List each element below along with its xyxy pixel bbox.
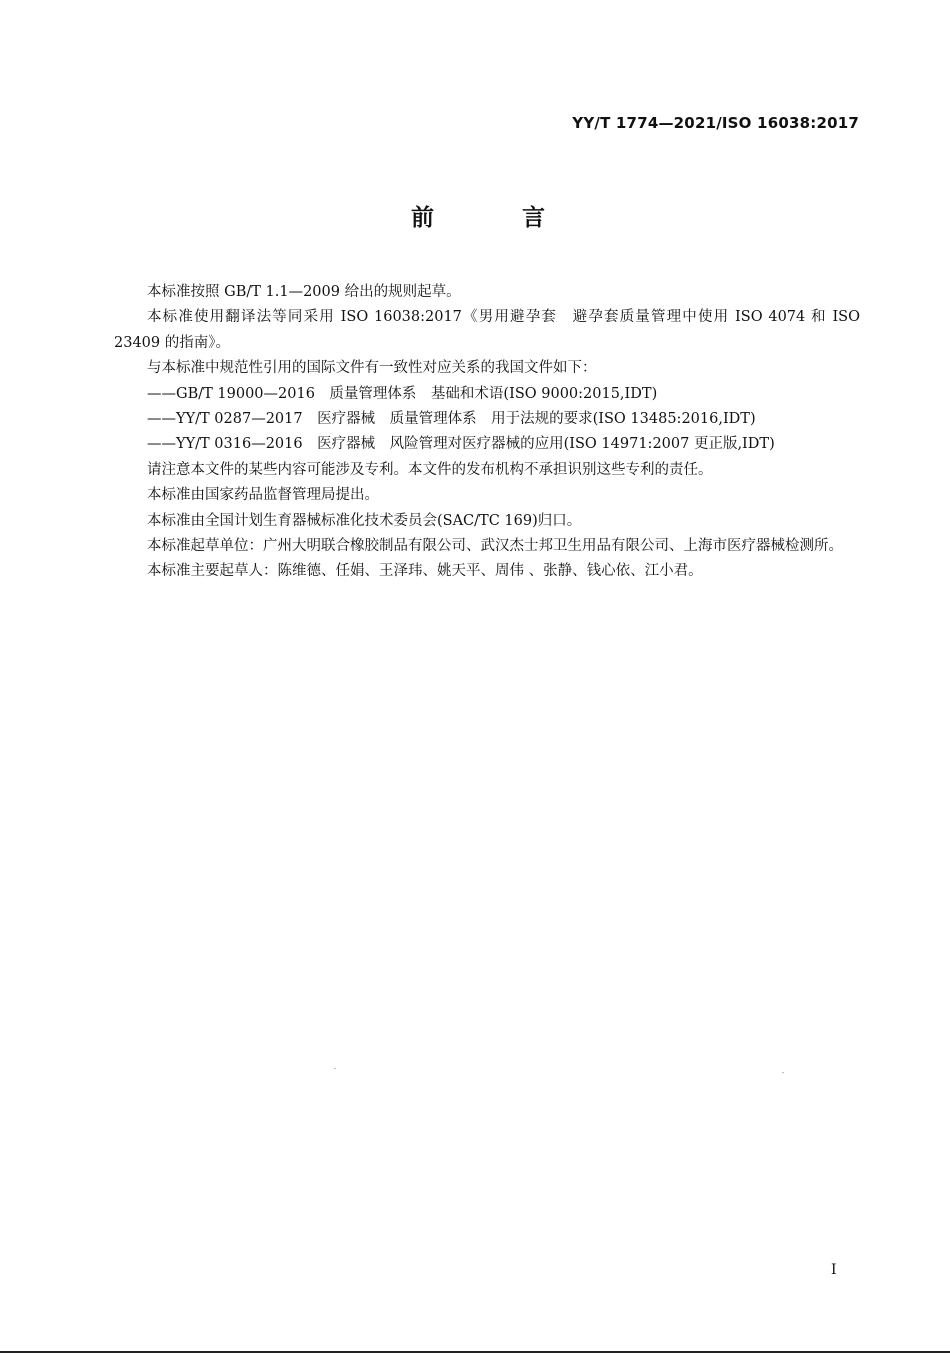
paragraph-adoption: 本标准使用翻译法等同采用 ISO 16038:2017《男用避孕套 避孕套质量管理中使用 ISO 4074 和 ISO 23409 的指南》。 [114,309,860,351]
paragraph-proposer: 本标准由国家药品监督管理局提出。 [147,487,379,504]
reference-item-yyt0316: ——YY/T 0316—2016 医疗器械 风险管理对医疗器械的应用(ISO 14971:2007 更正版,IDT) [147,436,775,453]
scan-speck [782,1072,784,1073]
page-title: 前 言 [410,205,585,231]
paragraph-reference-intro: 与本标准中规范性引用的国际文件有一致性对应关系的我国文件如下： [147,360,597,377]
reference-item-gbt19000: ——GB/T 19000—2016 质量管理体系 基础和术语(ISO 9000:2015,IDT) [147,385,658,402]
paragraph-drafting-rules: 本标准按照 GB/T 1.1—2009 给出的规则起草。 [147,284,461,300]
paragraph-responsible-committee: 本标准由全国计划生育器械标准化技术委员会(SAC/TC 169)归口。 [147,512,582,529]
standard-number: YY/T 1774—2021/ISO 16038:2017 [572,114,859,132]
paragraph-drafters: 本标准主要起草人：陈维德、任娟、王泽玮、姚天平、周伟 、张静、钱心依、江小君。 [147,563,703,580]
paragraph-patent-notice: 请注意本文件的某些内容可能涉及专利。本文件的发布机构不承担识别这些专利的责任。 [147,461,713,478]
page-number: I [831,1262,837,1278]
scan-speck [334,1068,336,1069]
paragraph-drafting-units: 本标准起草单位：广州大明联合橡胶制品有限公司、武汉杰士邦卫生用品有限公司、上海市医疗器械检测所。 [147,538,843,555]
reference-item-yyt0287: ——YY/T 0287—2017 医疗器械 质量管理体系 用于法规的要求(ISO 13485:2016,IDT) [147,411,756,428]
document-body [114,280,860,585]
bottom-rule [0,1351,950,1353]
